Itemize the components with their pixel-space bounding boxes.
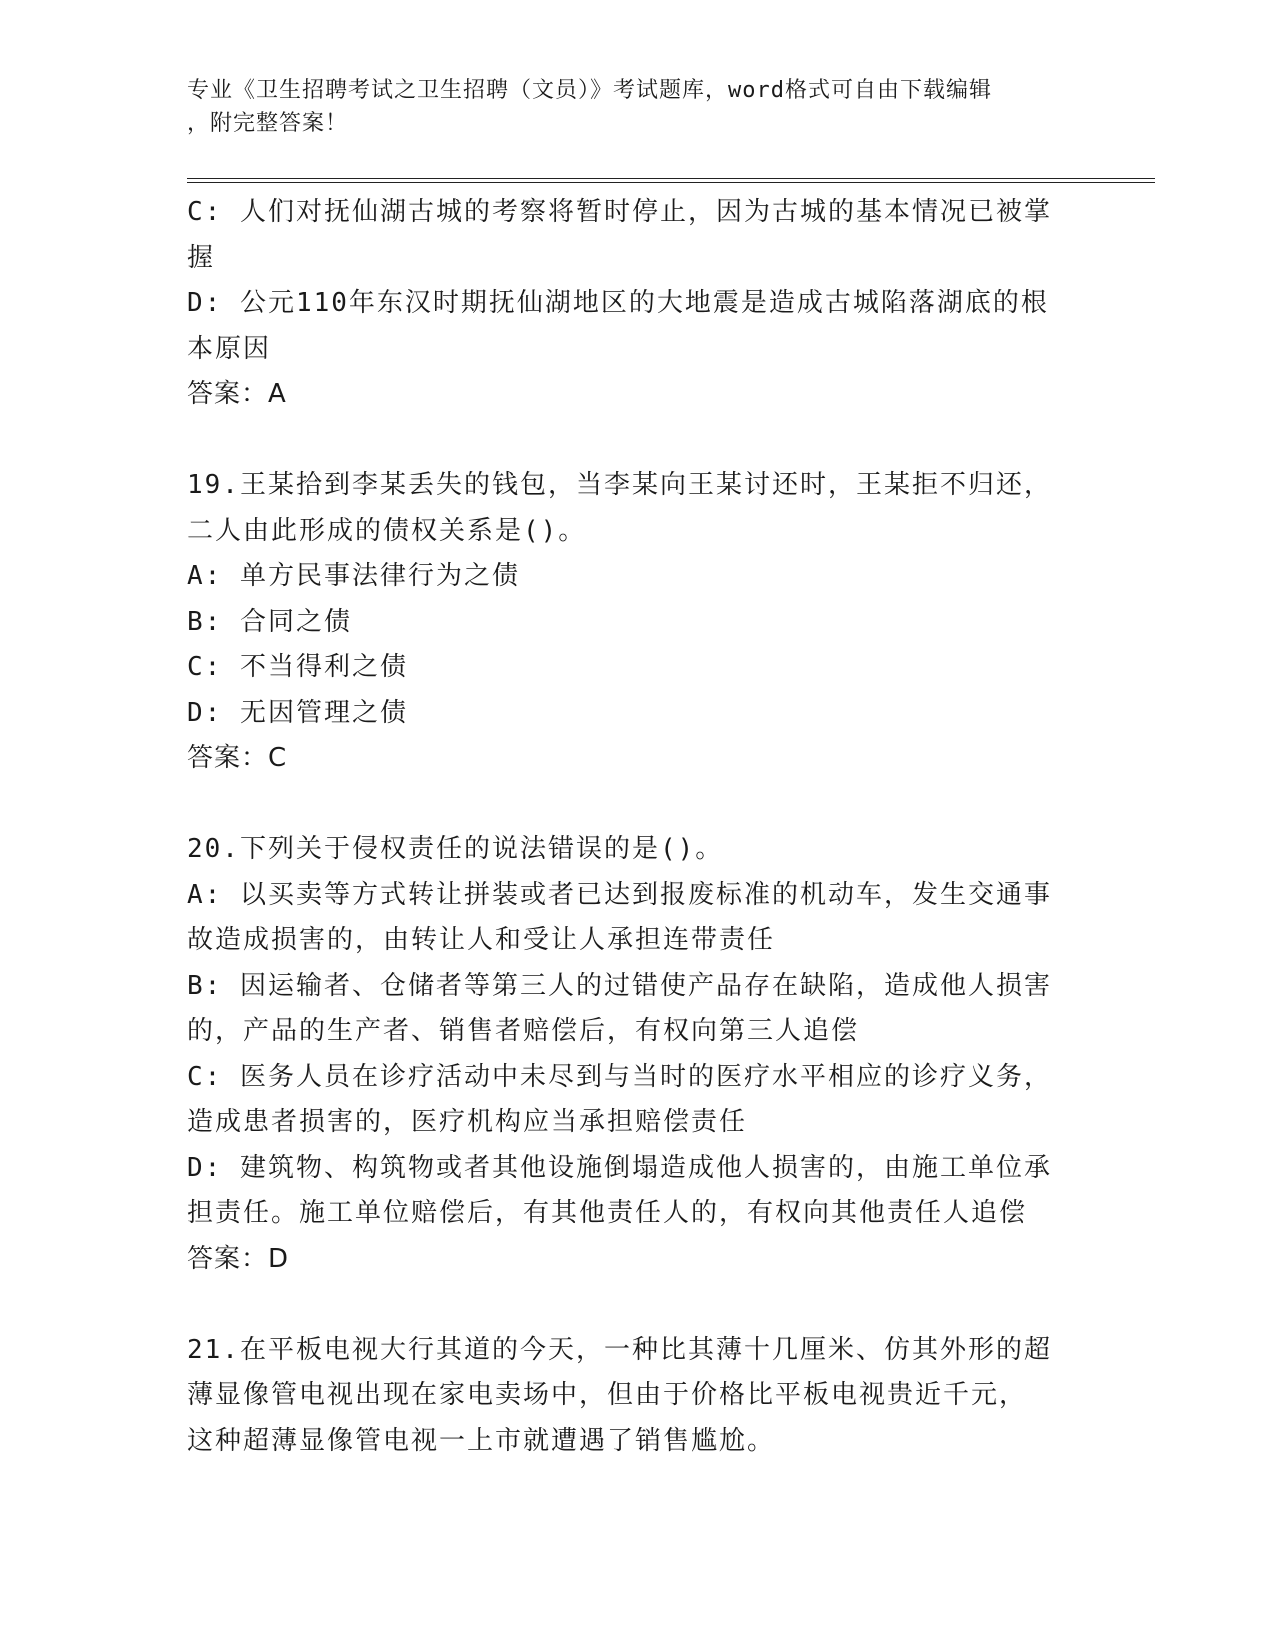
option-d-line-1: D: 建筑物、构筑物或者其他设施倒塌造成他人损害的，由施工单位承 [187, 1152, 1052, 1183]
question-20 [187, 827, 1067, 1282]
option-d-line-1: D: 公元110年东汉时期抚仙湖地区的大地震是造成古城陷落湖底的根 [187, 288, 1049, 318]
header-line-2: ，附完整答案！ [187, 111, 349, 136]
spacer [187, 1282, 1067, 1328]
question-text-line-1: 20.下列关于侵权责任的说法错误的是()。 [187, 834, 724, 864]
question-text-line-1: 21.在平板电视大行其道的今天，一种比其薄十几厘米、仿其外形的超 [187, 1334, 1052, 1365]
question-19 [187, 463, 1067, 782]
option-c: C: 不当得利之债 [187, 652, 408, 682]
question-18-tail [187, 190, 1067, 418]
option-b-line-1: B: 因运输者、仓储者等第三人的过错使产品存在缺陷，造成他人损害 [187, 970, 1052, 1001]
answer: 答案：D [187, 1243, 290, 1274]
option-a-line-1: A: 以买卖等方式转让拼装或者已达到报废标准的机动车，发生交通事 [187, 879, 1052, 910]
option-c-line-2: 造成患者损害的，医疗机构应当承担赔偿责任 [187, 1107, 748, 1137]
question-text-line-1: 19.王某拾到李某丢失的钱包，当李某向王某讨还时，王某拒不归还， [187, 470, 1052, 500]
question-text-line-3: 这种超薄显像管电视一上市就遭遇了销售尴尬。 [187, 1425, 776, 1456]
option-b: B: 合同之债 [187, 606, 352, 637]
answer: 答案：C [187, 743, 288, 773]
question-21 [187, 1328, 1067, 1465]
option-c-line-2: 握 [187, 242, 216, 273]
option-c-line-1: C: 医务人员在诊疗活动中未尽到与当时的医疗水平相应的诊疗义务， [187, 1061, 1052, 1092]
header-line-1: 专业《卫生招聘考试之卫生招聘（文员）》考试题库，word格式可自由下载编辑 [187, 78, 992, 103]
option-b-line-2: 的，产品的生产者、销售者赔偿后，有权向第三人追偿 [187, 1016, 860, 1046]
question-text-line-2: 二人由此形成的债权关系是()。 [187, 515, 587, 546]
answer: 答案：A [187, 379, 287, 409]
spacer [187, 782, 1067, 828]
spacer [187, 418, 1067, 464]
option-d-line-2: 本原因 [187, 333, 272, 364]
option-a-line-2: 故造成损害的，由转让人和受让人承担连带责任 [187, 925, 776, 955]
option-a: A: 单方民事法律行为之债 [187, 561, 520, 591]
document-body [187, 190, 1067, 1464]
header-divider [187, 178, 1155, 183]
question-text-line-2: 薄显像管电视出现在家电卖场中，但由于价格比平板电视贵近千元， [187, 1380, 1028, 1410]
document-header [187, 74, 1067, 140]
option-d-line-2: 担责任。施工单位赔偿后，有其他责任人的，有权向其他责任人追偿 [187, 1198, 1028, 1228]
option-c-line-1: C: 人们对抚仙湖古城的考察将暂时停止，因为古城的基本情况已被掌 [187, 197, 1052, 227]
option-d: D: 无因管理之债 [187, 697, 408, 728]
